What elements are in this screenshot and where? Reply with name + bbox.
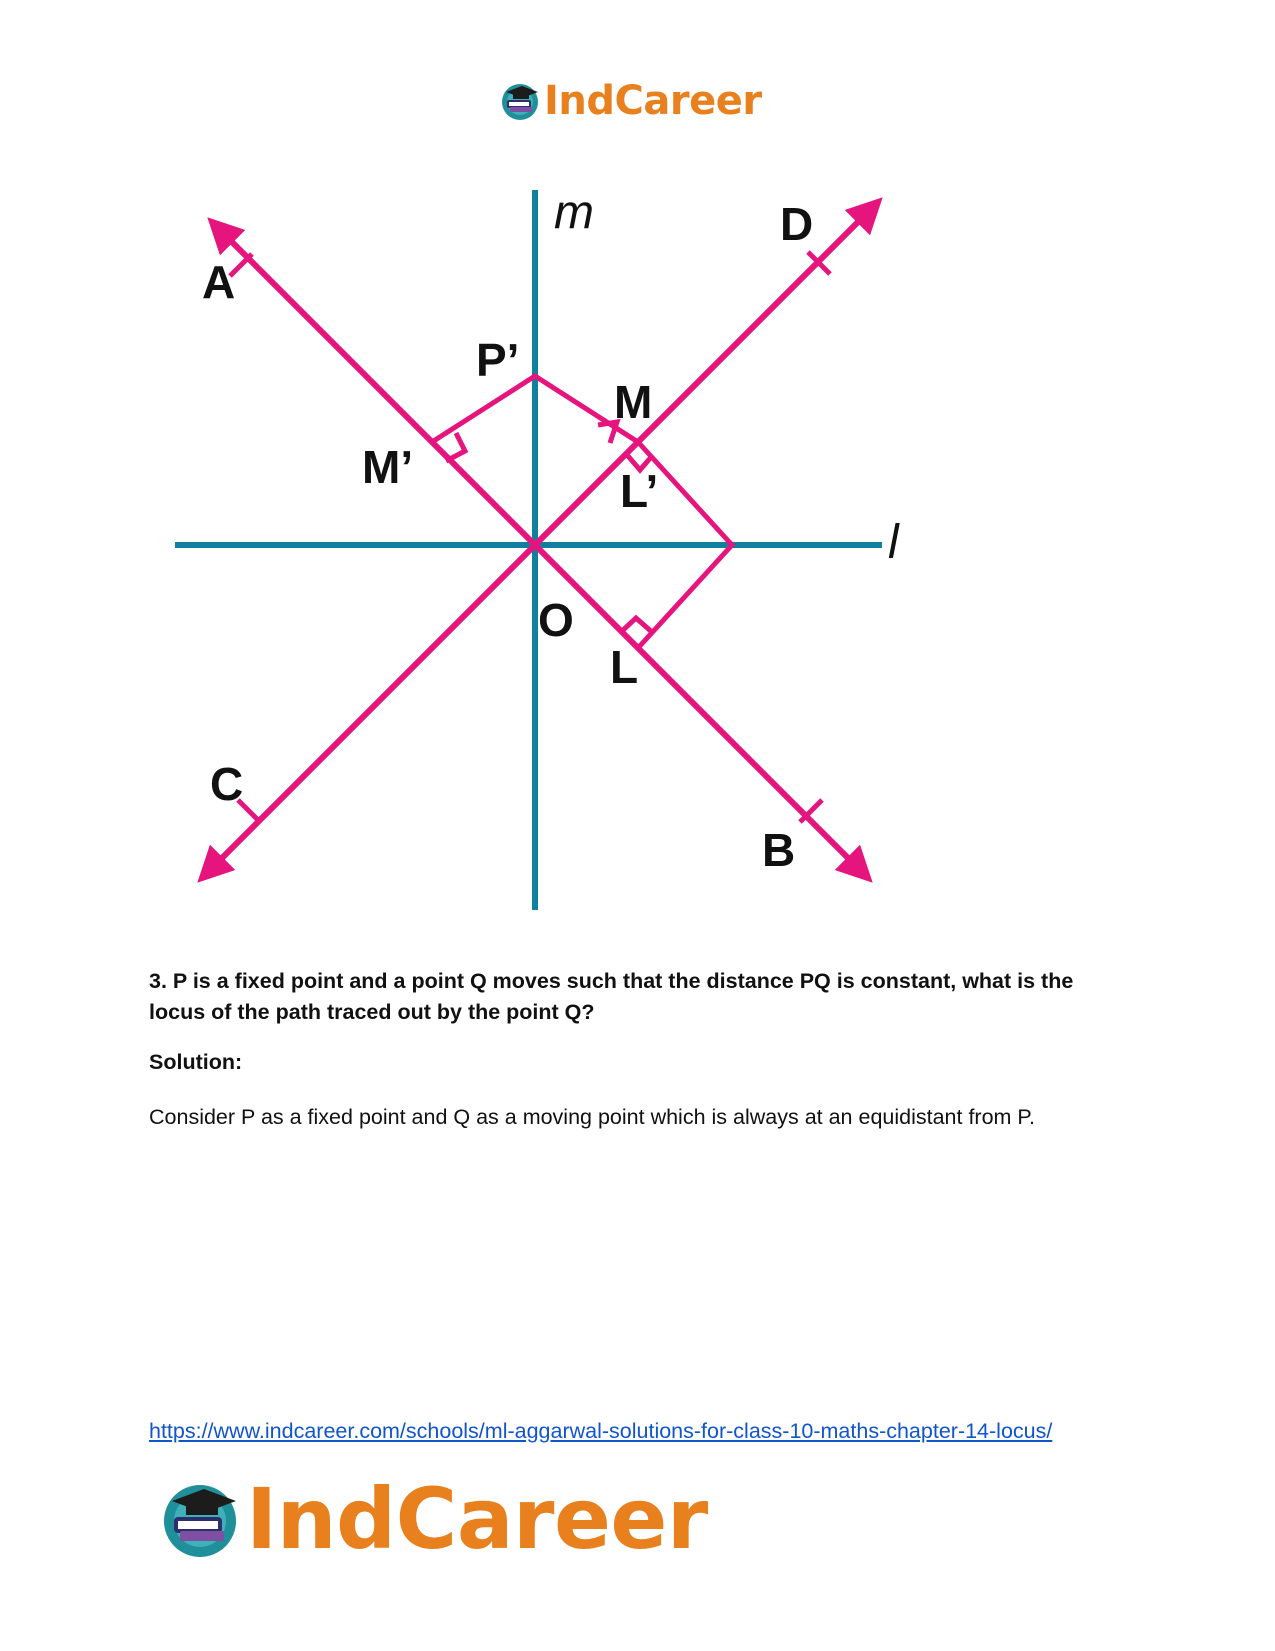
label-M: M [614,376,653,428]
label-l: l [888,516,899,569]
label-m: m [554,186,594,239]
label-O: O [538,594,574,646]
graduation-cap-book-globe-icon [160,1479,240,1559]
label-A: A [202,256,236,308]
label-L-prime: L’ [620,465,659,517]
label-L: L [610,641,639,693]
label-B: B [762,824,796,876]
right-angle-L [621,618,653,633]
label-P-prime: P’ [476,334,520,386]
brand-name: IndCareer [246,1470,708,1568]
brand-name: IndCareer [544,78,762,124]
label-C: C [210,758,244,810]
right-angle-M-prime [446,433,465,461]
logo-top [500,78,762,124]
locus-diagram [170,180,930,920]
solution-text: Consider P as a fixed point and Q as a moving point which is always at an equidistant from P. [149,1105,1035,1129]
source-url-link[interactable]: https://www.indcareer.com/schools/ml-aggarwal-solutions-for-class-10-maths-chapter-14-locus/ [149,1419,1053,1443]
solution-heading: Solution: [149,1050,243,1074]
bisector-AB [220,230,535,545]
graduation-cap-book-globe-icon [500,81,540,121]
question-text: 3. P is a fixed point and a point Q moves such that the distance PQ is constant, what is the locus of the path traced out by the point Q? [149,969,1074,1024]
bisector-AB-lower [535,545,860,870]
logo-bottom [160,1470,708,1568]
label-M-prime: M’ [362,441,414,493]
label-D: D [780,198,814,250]
